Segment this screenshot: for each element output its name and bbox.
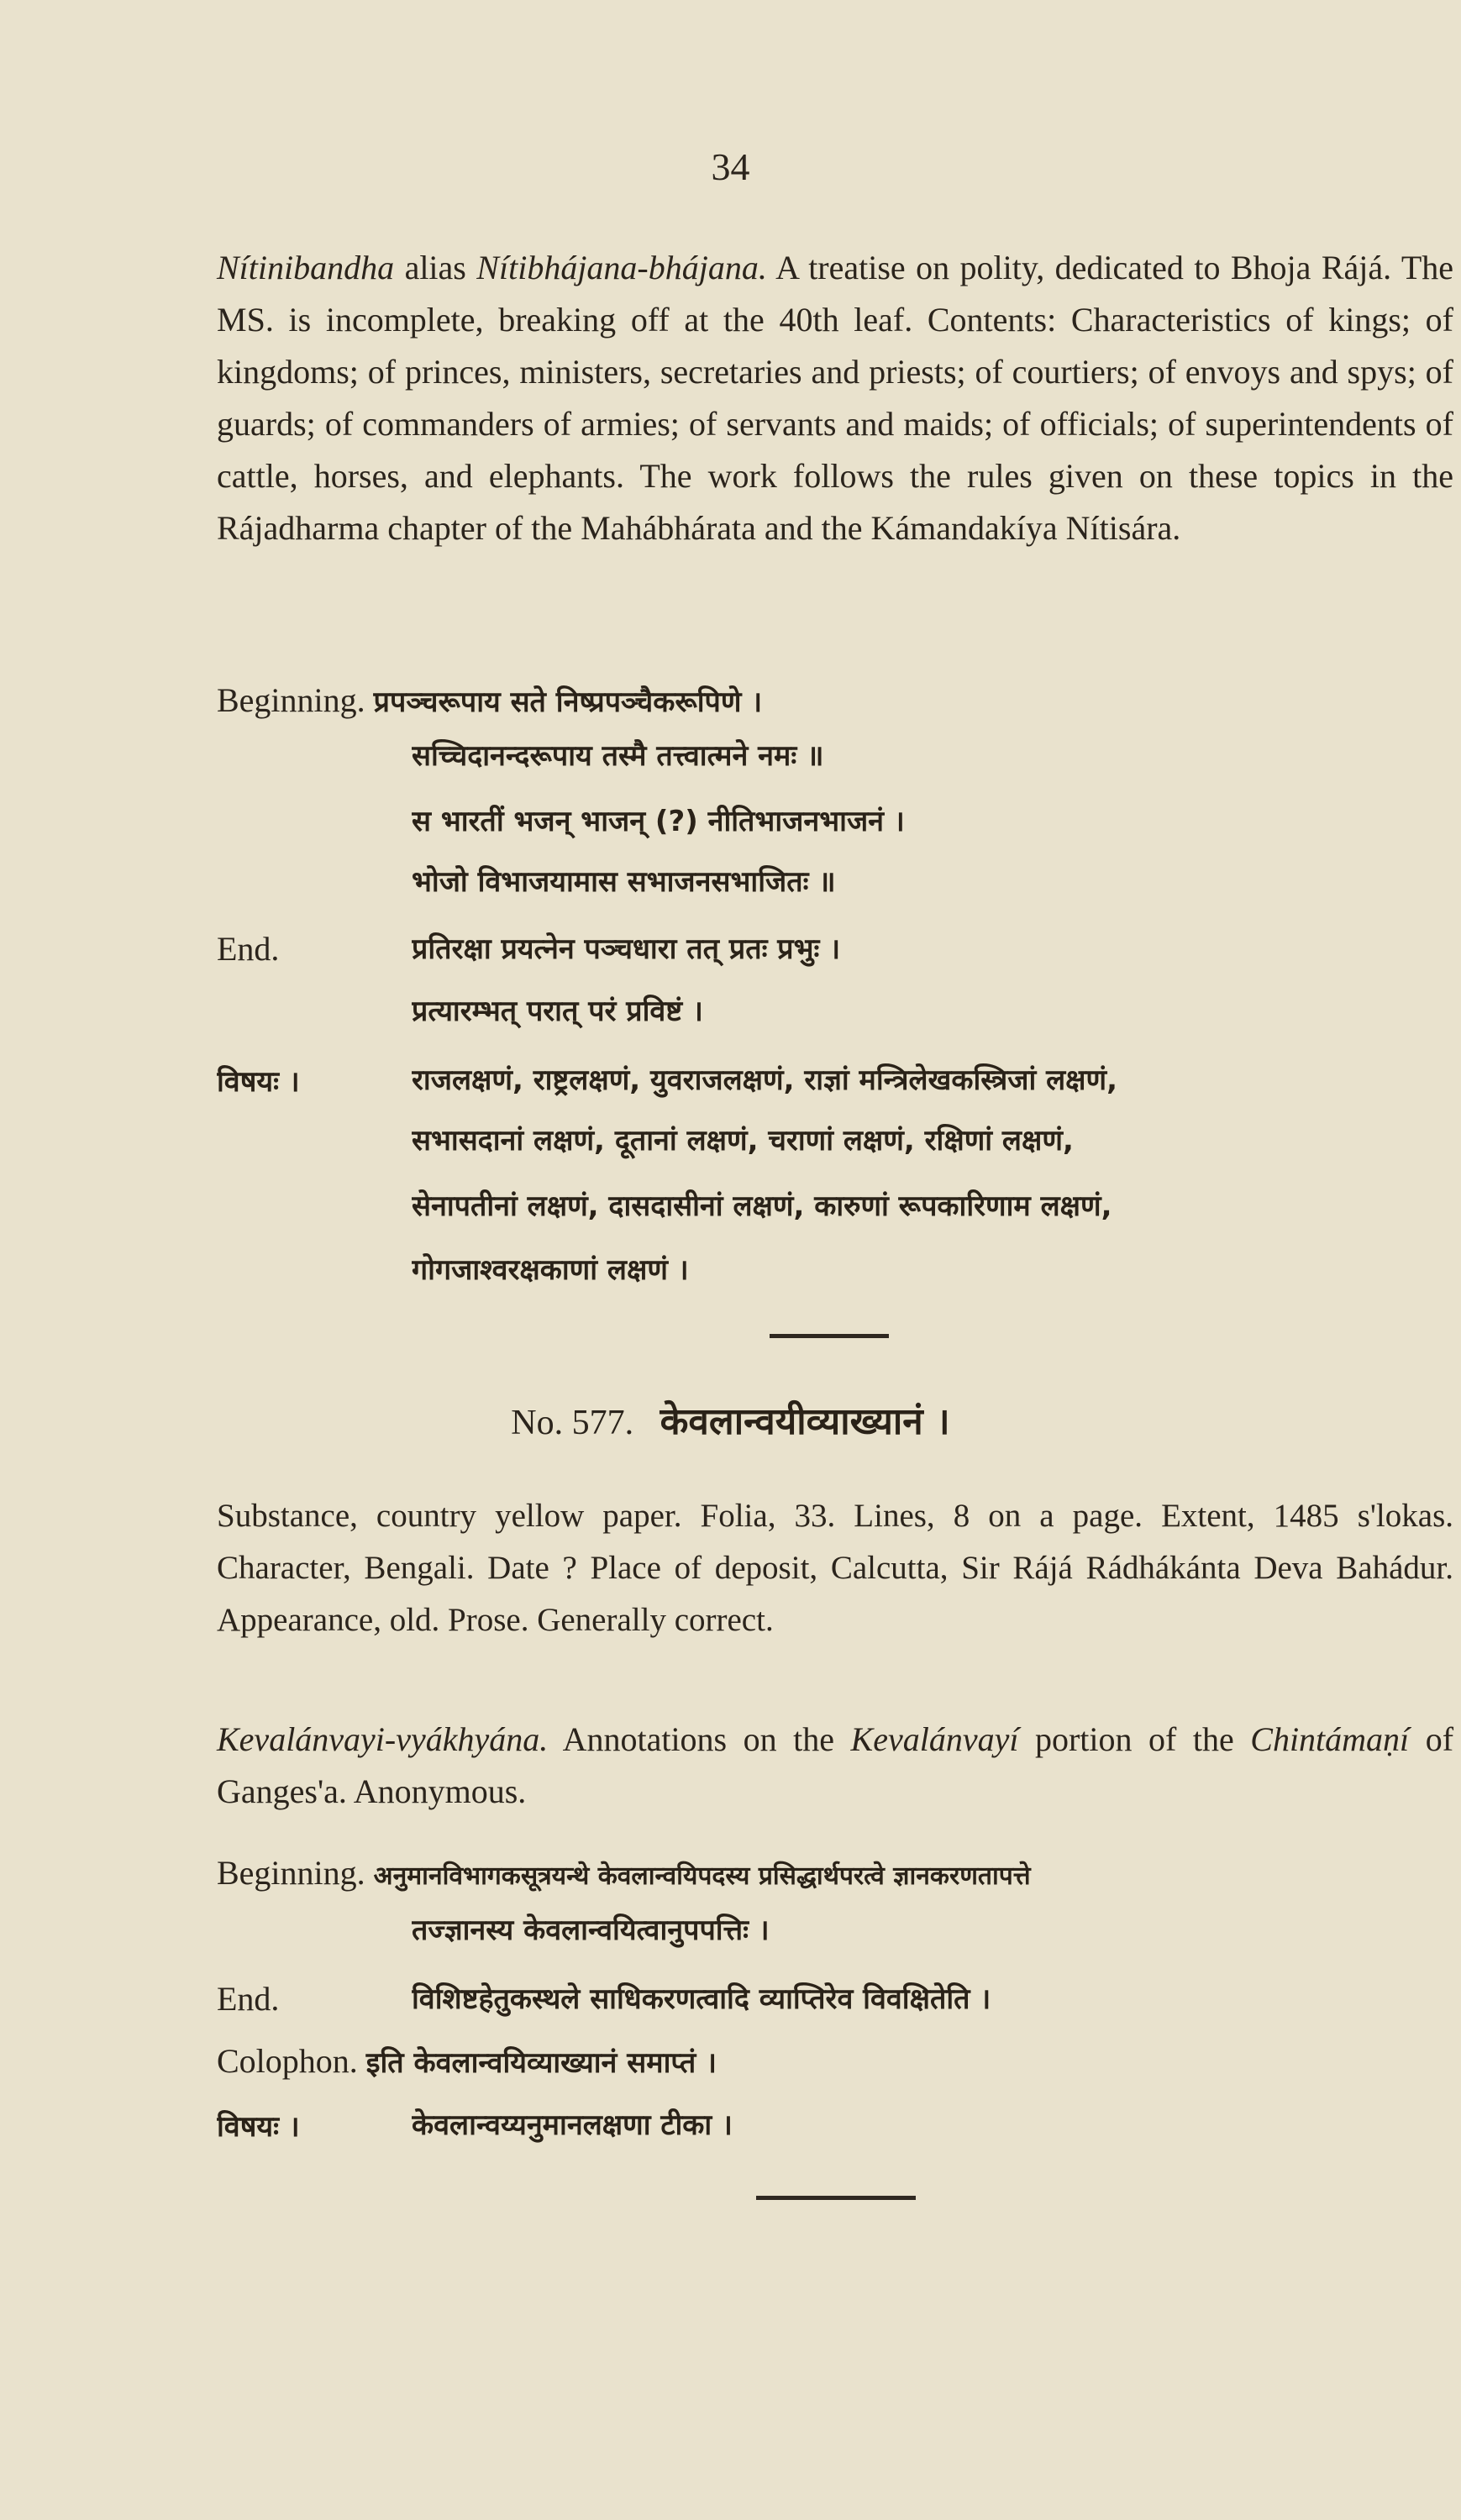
entry1-end-label: End. — [217, 930, 280, 968]
entry2-end-line-text: विशिष्टहेतुकस्थले साधिकरणत्वादि व्याप्तिरेव विवक्षितेति । — [412, 1982, 991, 2016]
entry2-description-text: of Ganges'a. Anonymous. — [217, 1720, 1454, 1810]
entry2-vishaya-line-text: केवलान्वय्यनुमानलक्षणा टीका । — [412, 2108, 733, 2142]
entry2-title: Kevalánvayi-vyákhyána. — [217, 1720, 549, 1758]
entry1-vishaya-line-text: सभासदानां लक्षणं, दूतानां लक्षणं, चराणां लक्षणं, रक्षिणां लक्षणं, — [412, 1124, 1074, 1158]
entry1-vishaya-line-text: राजलक्षणं, राष्ट्रलक्षणं, युवराजलक्षणं, राज्ञां मन्त्रिलेखकस्त्रिजां लक्षणं, — [412, 1063, 1118, 1097]
entry1-vishaya-label: विषयः । — [217, 1065, 300, 1099]
entry2-beginning-line: अनुमानविभागकसूत्रयन्थे केवलान्वयिपदस्य प्रसिद्धार्थपरत्वे ज्ञानकरणतापत्ते — [373, 1861, 1031, 1891]
entry1-vishaya-line-text: सेनापतीनां लक्षणं, दासदासीनां लक्षणं, कारुणां रूपकारिणाम लक्षणं, — [412, 1189, 1112, 1223]
entry2-beginning-row — [217, 1846, 1453, 1903]
entry2-description-emphasis: Chintámaṇí — [1250, 1720, 1410, 1758]
entry2-colophon-label: Colophon. — [217, 2042, 358, 2080]
section-divider — [756, 2196, 916, 2200]
entry2-description-emphasis: Kevalánvayí — [850, 1720, 1019, 1758]
entry1-beginning-line-text: सच्चिदानन्दरूपाय तस्मै तत्त्वात्मने नमः ॥ — [412, 739, 824, 773]
page-number: 34 — [711, 145, 750, 188]
entry2-colophon-line: इति केवलान्वयिव्याख्यानं समाप्तं । — [365, 2046, 717, 2080]
entry2-end-label: End. — [217, 1980, 280, 2018]
entry2-metadata: Substance, country yellow paper. Folia, 33. Lines, 8 on a page. Extent, 1485 s'lokas. Character, Bengali. Date ? Place of deposit, Calcutta, Sir Rájá Rádhákánta Deva Bahádur. Appearance, old. Prose. Generally correct. — [217, 1498, 1453, 1638]
entry1-beginning-label: Beginning. — [217, 681, 365, 719]
entry2-description-text: Annotations on the — [562, 1720, 835, 1758]
entry1-end-line — [412, 984, 1453, 1039]
entry1-vishaya-line — [412, 1053, 1453, 1108]
entry1-vishaya-line — [412, 1243, 1453, 1298]
entry2-beginning-label: Beginning. — [217, 1854, 365, 1892]
entry2-colophon-row — [217, 2034, 1453, 2090]
entry2-beginning-line — [412, 1903, 1453, 1958]
entry2-number: No. 577. — [511, 1404, 634, 1442]
entry1-end-line-text: प्रत्यारम्भत् परात् परं प्रविष्टं । — [412, 995, 703, 1028]
entry1-end-line-text: प्रतिरक्षा प्रयत्नेन पञ्चधारा तत् प्रतः प्रभुः । — [412, 932, 841, 966]
entry1-beginning-line-text: स भारतीं भजन् भाजन् (?) नीतिभाजनभाजनं । — [412, 805, 905, 838]
entry1-title: Nítinibandha — [217, 249, 395, 286]
entry1-description — [217, 242, 1453, 554]
entry2-sanskrit-title: केवलान्वयीव्याख्यानं । — [660, 1400, 950, 1443]
entry2-description-text: portion of the — [1034, 1720, 1234, 1758]
entry2-end-line — [412, 1972, 1453, 2027]
entry2-description — [217, 1714, 1453, 1818]
entry2-heading — [0, 1394, 1461, 1445]
entry1-beginning-line — [412, 729, 1453, 784]
entry1-beginning-line — [412, 795, 1453, 849]
entry1-beginning-line: प्रपञ्चरूपाय सते निष्प्रपञ्चैकरूपिणे । — [373, 685, 763, 719]
entry1-vishaya-line-text: गोगजाश्वरक्षकाणां लक्षणं । — [412, 1253, 689, 1287]
entry1-alias-word: alias — [404, 249, 466, 286]
entry1-beginning-row — [217, 674, 1453, 729]
entry1-vishaya-line — [412, 1114, 1453, 1168]
entry1-beginning-line-text: भोजो विभाजयामास सभाजनसभाजितः ॥ — [412, 865, 836, 899]
entry1-vishaya-line — [412, 1179, 1453, 1234]
entry1-end-line — [412, 922, 1453, 977]
entry1-description-text: A treatise on polity, dedicated to Bhoja Rájá. The MS. is incomplete, breaking off at the 40th leaf. Contents: Characteristics of kings; of kingdoms; of princes, ministers, secretaries and priests; of courtiers; of envoys and spys; of guards; of commanders of armies; of servants and maids; of officials; of superintendents of cattle, horses, and elephants. The work follows the rules given on these topics in the Rájadharma chapter of the Mahábhárata and the Kámandakíya Nítisára. — [217, 249, 1454, 547]
entry2-vishaya-line — [412, 2098, 1453, 2153]
entry1-alias: Nítibhájana-bhájana. — [476, 249, 767, 286]
entry2-beginning-line-text: तज्ज्ञानस्य केवलान्वयित्वानुपपत्तिः । — [412, 1914, 770, 1947]
entry1-beginning-line — [412, 855, 1453, 910]
entry2-vishaya-label: विषयः । — [217, 2110, 300, 2144]
section-divider — [770, 1334, 889, 1338]
